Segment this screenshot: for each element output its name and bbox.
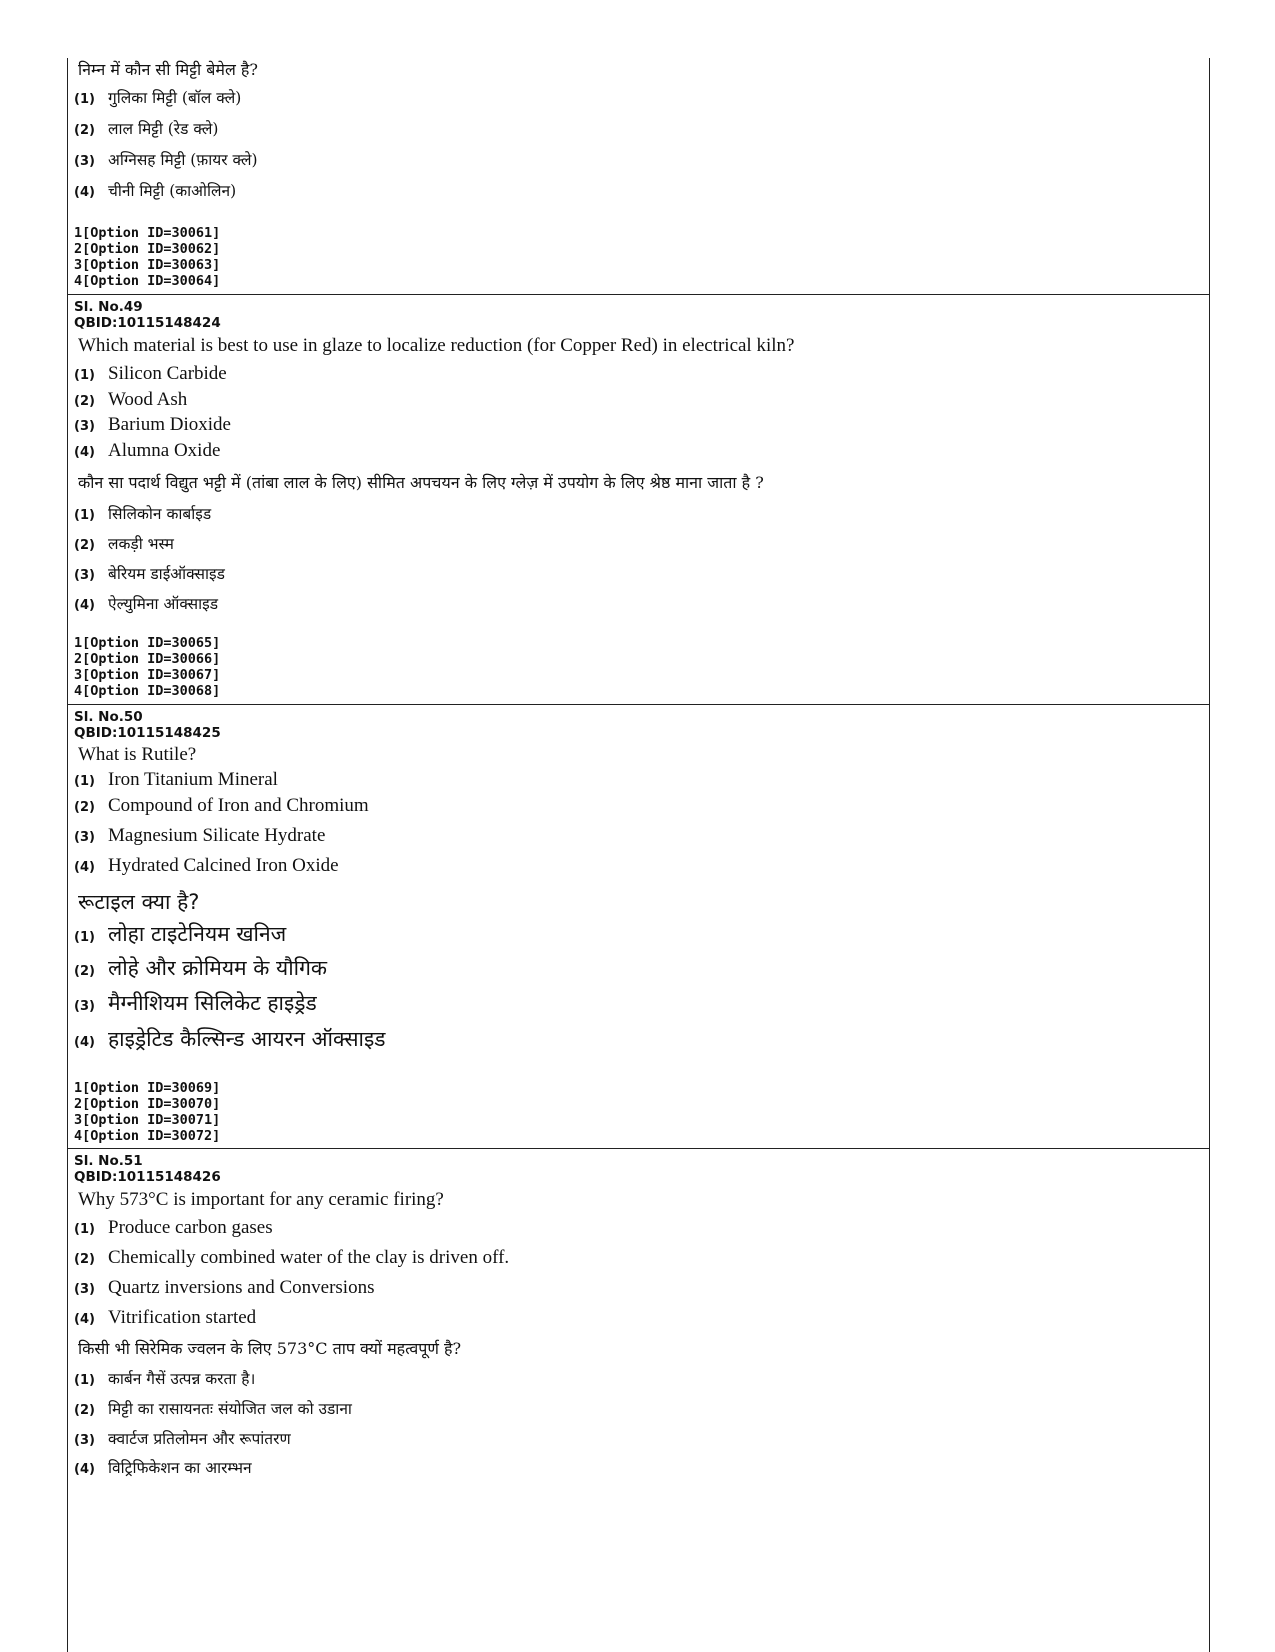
option-text: Alumna Oxide: [108, 439, 221, 461]
option-id: 1[Option ID=30061]: [74, 225, 221, 241]
option-text: Produce carbon gases: [108, 1217, 273, 1238]
option-text: चीनी मिट्टी (काओलिन): [108, 182, 237, 200]
option-number: (2): [74, 393, 95, 409]
question-text-english: What is Rutile?: [78, 744, 197, 765]
option-number: (3): [74, 154, 95, 169]
option-row: [74, 148, 1194, 179]
option-number: (3): [74, 1282, 95, 1297]
option-text: सिलिकोन कार्बाइड: [108, 505, 212, 523]
option-text: कार्बन गैसें उत्पन्न करता है।: [108, 1370, 256, 1388]
question-divider: [67, 704, 1209, 705]
option-row: [74, 117, 1194, 148]
question-text-hindi: रूटाइल क्या है?: [78, 890, 200, 914]
q50-header: [74, 709, 1194, 741]
question-text-hindi: किसी भी सिरेमिक ज्वलन के लिए 573°C ताप क्यों महत्वपूर्ण है?: [78, 1339, 462, 1358]
option-number: (3): [74, 1433, 95, 1448]
option-id: 3[Option ID=30063]: [74, 257, 221, 273]
option-row: [74, 562, 1194, 592]
option-number: (2): [74, 964, 95, 979]
option-text: Vitrification started: [108, 1307, 257, 1328]
option-text: मैग्नीशियम सिलिकेट हाइड्रेड: [108, 991, 317, 1015]
option-text: Hydrated Calcined Iron Oxide: [108, 855, 339, 876]
option-text: Iron Titanium Mineral: [108, 769, 278, 790]
option-number: (4): [74, 1312, 95, 1327]
option-number: (4): [74, 444, 95, 460]
option-text: Chemically combined water of the clay is driven off.: [108, 1247, 510, 1268]
option-row: [74, 1247, 1194, 1277]
option-text: मिट्टी का रासायनतः संयोजित जल को उडाना: [108, 1400, 352, 1418]
option-text: Barium Dioxide: [108, 414, 231, 435]
option-number: (1): [74, 1222, 95, 1237]
option-id: 4[Option ID=30068]: [74, 683, 221, 699]
option-row: [74, 989, 1194, 1025]
q49-hindi-block: [74, 470, 1194, 622]
option-row: [74, 855, 1194, 885]
option-text: हाइड्रेटिड कैल्सिन्ड आयरन ऑक्साइड: [108, 1027, 386, 1051]
option-id: 1[Option ID=30065]: [74, 635, 221, 651]
option-id: 2[Option ID=30070]: [74, 1096, 221, 1112]
question-text-english: Why 573°C is important for any ceramic firing?: [78, 1189, 444, 1210]
question-bank-id: QBID:10115148425: [74, 725, 221, 741]
option-number: (3): [74, 568, 95, 583]
question-text-english: Which material is best to use in glaze to localize reduction (for Copper Red) in electrical kiln?: [78, 335, 795, 356]
option-number: (1): [74, 1373, 95, 1388]
option-text: लोहा टाइटेनियम खनिज: [108, 922, 287, 946]
option-text: विट्रिफिकेशन का आरम्भन: [108, 1459, 252, 1477]
option-row: [74, 363, 1194, 389]
option-number: (3): [74, 830, 95, 845]
serial-number: Sl. No.50: [74, 709, 143, 725]
option-text: क्वार्टज प्रतिलोमन और रूपांतरण: [108, 1430, 291, 1448]
q49-english-block: [74, 333, 1194, 465]
option-number: (1): [74, 508, 95, 523]
q50-english-block: [74, 743, 1194, 885]
option-id: 4[Option ID=30064]: [74, 273, 221, 289]
option-row: [74, 1217, 1194, 1247]
q51-hindi-block: [74, 1336, 1194, 1485]
option-number: (1): [74, 92, 95, 107]
option-number: (2): [74, 1403, 95, 1418]
option-id-list: [74, 635, 1194, 699]
option-row: [74, 592, 1194, 622]
option-number: (4): [74, 598, 95, 613]
question-text-hindi: निम्न में कौन सी मिट्टी बेमेल है?: [78, 60, 258, 79]
option-id: 1[Option ID=30069]: [74, 1080, 221, 1096]
question-bank-id: QBID:10115148424: [74, 315, 221, 331]
option-row: [74, 795, 1194, 825]
option-id-list: [74, 225, 1194, 289]
question-divider: [67, 1148, 1209, 1149]
option-row: [74, 532, 1194, 562]
option-text: लोहे और क्रोमियम के यौगिक: [108, 956, 328, 980]
option-row: [74, 825, 1194, 855]
option-row: [74, 414, 1194, 440]
option-row: [74, 1456, 1194, 1485]
q49-header: [74, 299, 1194, 331]
option-text: लाल मिट्टी (रेड क्ले): [108, 120, 219, 138]
option-number: (4): [74, 1462, 95, 1477]
option-row: [74, 1367, 1194, 1397]
option-row: [74, 954, 1194, 989]
option-row: [74, 1307, 1194, 1337]
option-text: Quartz inversions and Conversions: [108, 1277, 375, 1298]
question-text-hindi: कौन सा पदार्थ विद्युत भट्टी में (तांबा लाल के लिए) सीमित अपचयन के लिए ग्लेज़ में उपयोग के लिए श्रेष्ठ माना जाता है ?: [78, 473, 764, 492]
option-number: (4): [74, 860, 95, 875]
option-row: [74, 389, 1194, 415]
option-row: [74, 502, 1194, 532]
option-row: [74, 179, 1194, 210]
option-id: 2[Option ID=30062]: [74, 241, 221, 257]
option-id: 3[Option ID=30067]: [74, 667, 221, 683]
option-number: (2): [74, 123, 95, 138]
option-row: [74, 1427, 1194, 1456]
option-row: [74, 1397, 1194, 1427]
q48-hindi-block: [74, 58, 1194, 210]
q50-hindi-block: [74, 886, 1194, 1061]
option-row: [74, 769, 1194, 795]
serial-number: Sl. No.49: [74, 299, 143, 315]
option-text: Magnesium Silicate Hydrate: [108, 825, 326, 846]
option-number: (2): [74, 538, 95, 553]
option-text: Compound of Iron and Chromium: [108, 795, 369, 816]
q51-header: [74, 1153, 1194, 1185]
option-row: [74, 920, 1194, 954]
option-id-list: [74, 1080, 1194, 1144]
option-number: (1): [74, 930, 95, 945]
option-number: (3): [74, 999, 95, 1014]
option-text: बेरियम डाईऑक्साइड: [108, 565, 225, 583]
option-number: (1): [74, 774, 95, 789]
option-number: (4): [74, 1035, 95, 1050]
option-number: (2): [74, 1252, 95, 1267]
option-number: (3): [74, 419, 95, 434]
option-text: Wood Ash: [108, 388, 188, 410]
option-row: [74, 1277, 1194, 1307]
q51-english-block: [74, 1187, 1194, 1337]
option-number: (2): [74, 800, 95, 815]
option-number: (1): [74, 368, 95, 383]
option-row: [74, 1025, 1194, 1061]
serial-number: Sl. No.51: [74, 1153, 143, 1169]
option-number: (4): [74, 185, 95, 200]
option-text: Silicon Carbide: [108, 363, 227, 384]
option-row: [74, 86, 1194, 117]
option-text: लकड़ी भस्म: [108, 535, 174, 553]
option-id: 3[Option ID=30071]: [74, 1112, 221, 1128]
option-text: अग्निसह मिट्टी (फ़ायर क्ले): [108, 151, 258, 169]
option-text: ऐल्युमिना ऑक्साइड: [108, 595, 219, 613]
option-row: [74, 440, 1194, 466]
question-divider: [67, 294, 1209, 295]
question-bank-id: QBID:10115148426: [74, 1169, 221, 1185]
option-id: 2[Option ID=30066]: [74, 651, 221, 667]
option-id: 4[Option ID=30072]: [74, 1128, 221, 1144]
option-text: गुलिका मिट्टी (बॉल क्ले): [108, 89, 242, 107]
